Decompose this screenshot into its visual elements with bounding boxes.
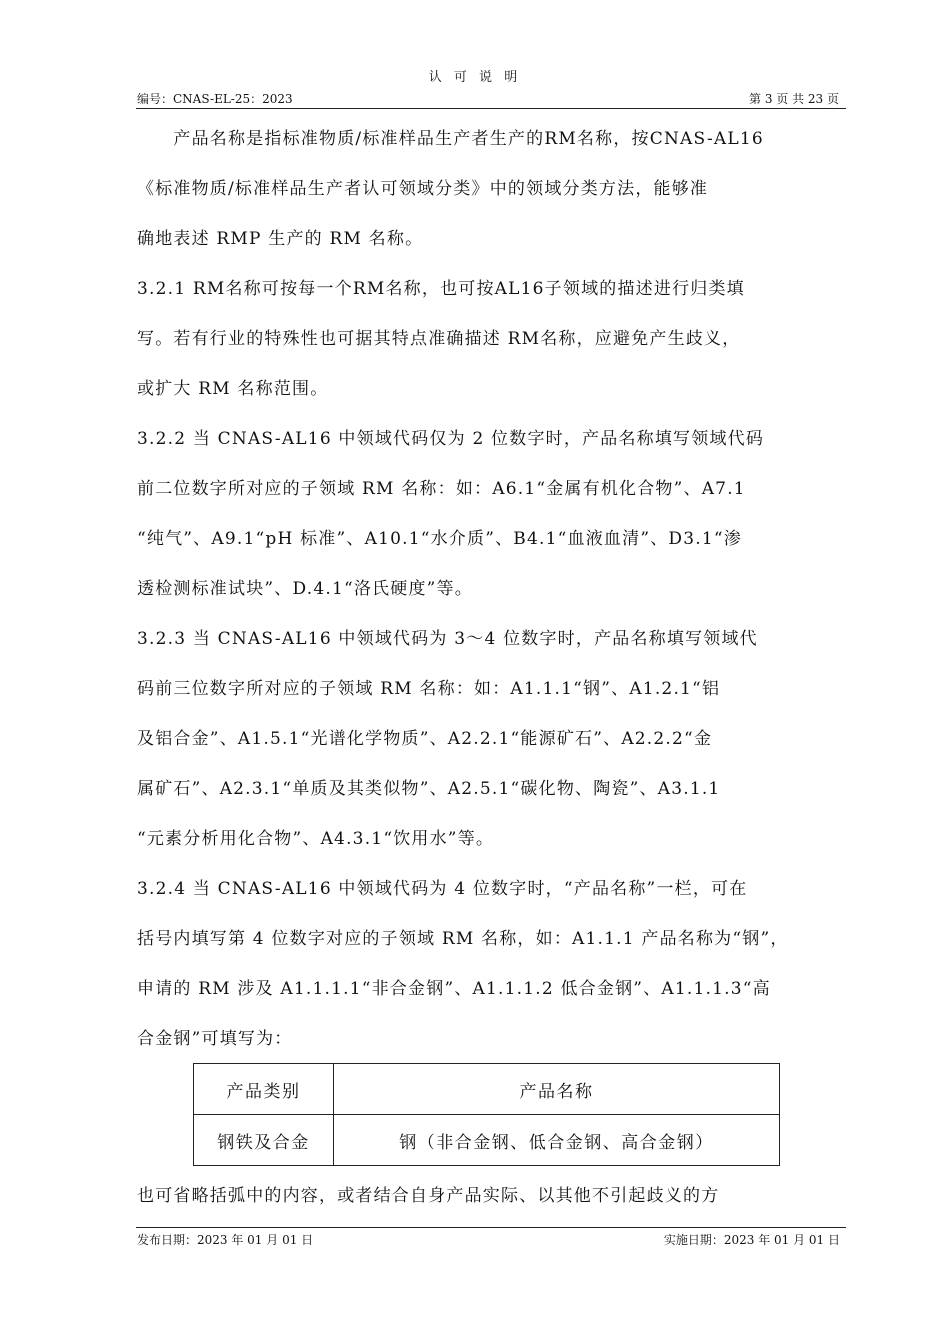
document-title: 认 可 说 明: [428, 70, 522, 85]
product-table: [193, 1063, 780, 1166]
table-row: [194, 1115, 780, 1166]
text-line: 3.2.1 RM名称可按每一个RM名称，也可按AL16子领域的描述进行归类填: [137, 279, 745, 299]
text-line: 透检测标准试块”、D.4.1“洛氏硬度”等。: [137, 579, 473, 599]
text-line: 括号内填写第 4 位数字对应的子领域 RM 名称，如：A1.1.1 产品名称为“钢”，: [137, 929, 789, 949]
text-line: 产品名称是指标准物质/标准样品生产者生产的RM名称，按CNAS-AL16: [137, 129, 764, 149]
table-cell: 钢（非合金钢、低合金钢、高合金钢）: [334, 1115, 780, 1166]
text-line: 合金钢”可填写为：: [137, 1029, 293, 1049]
text-line: 确地表述 RMP 生产的 RM 名称。: [137, 229, 424, 249]
text-line: “纯气”、A9.1“pH 标准”、A10.1“水介质”、B4.1“血液血清”、D3.1“渗: [137, 529, 742, 549]
text-line: 3.2.2 当 CNAS-AL16 中领域代码仅为 2 位数字时，产品名称填写领域代码: [137, 429, 765, 449]
text-line: 3.2.3 当 CNAS-AL16 中领域代码为 3～4 位数字时，产品名称填写领域代: [137, 629, 758, 649]
text-line: 属矿石”、A2.3.1“单质及其类似物”、A2.5.1“碳化物、陶瓷”、A3.1.1: [137, 779, 721, 799]
header-divider: [136, 108, 846, 109]
text-line: 写。若有行业的特殊性也可据其特点准确描述 RM名称，应避免产生歧义，: [137, 329, 741, 349]
text-line: 《标准物质/标准样品生产者认可领域分类》中的领域分类方法，能够准: [137, 179, 709, 199]
text-line: “元素分析用化合物”、A4.3.1“饮用水”等。: [137, 829, 495, 849]
text-line: 也可省略括弧中的内容，或者结合自身产品实际、以其他不引起歧义的方: [137, 1186, 720, 1206]
table-cell: 钢铁及合金: [194, 1115, 334, 1166]
table-header-cell: 产品类别: [194, 1064, 334, 1115]
table-header-cell: 产品名称: [334, 1064, 780, 1115]
text-line: 前二位数字所对应的子领域 RM 名称：如：A6.1“金属有机化合物”、A7.1: [137, 479, 746, 499]
document-number: 编号：CNAS-EL-25：2023: [137, 92, 293, 106]
text-line: 或扩大 RM 名称范围。: [137, 379, 329, 399]
page-indicator: 第 3 页 共 23 页: [749, 92, 839, 106]
text-line: 码前三位数字所对应的子领域 RM 名称：如：A1.1.1“钢”、A1.2.1“铝: [137, 679, 721, 699]
footer-divider: [136, 1227, 846, 1228]
text-line: 及铝合金”、A1.5.1“光谱化学物质”、A2.2.1“能源矿石”、A2.2.2“金: [137, 729, 713, 749]
table-header-row: [194, 1064, 780, 1115]
text-line: 申请的 RM 涉及 A1.1.1.1“非合金钢”、A1.1.1.2 低合金钢”、A1.1.1.3“高: [137, 979, 771, 999]
issue-date: 发布日期：2023 年 01 月 01 日: [137, 1233, 314, 1247]
text-line: 3.2.4 当 CNAS-AL16 中领域代码为 4 位数字时，“产品名称”一栏，可在: [137, 879, 748, 899]
effective-date: 实施日期：2023 年 01 月 01 日: [663, 1233, 840, 1247]
